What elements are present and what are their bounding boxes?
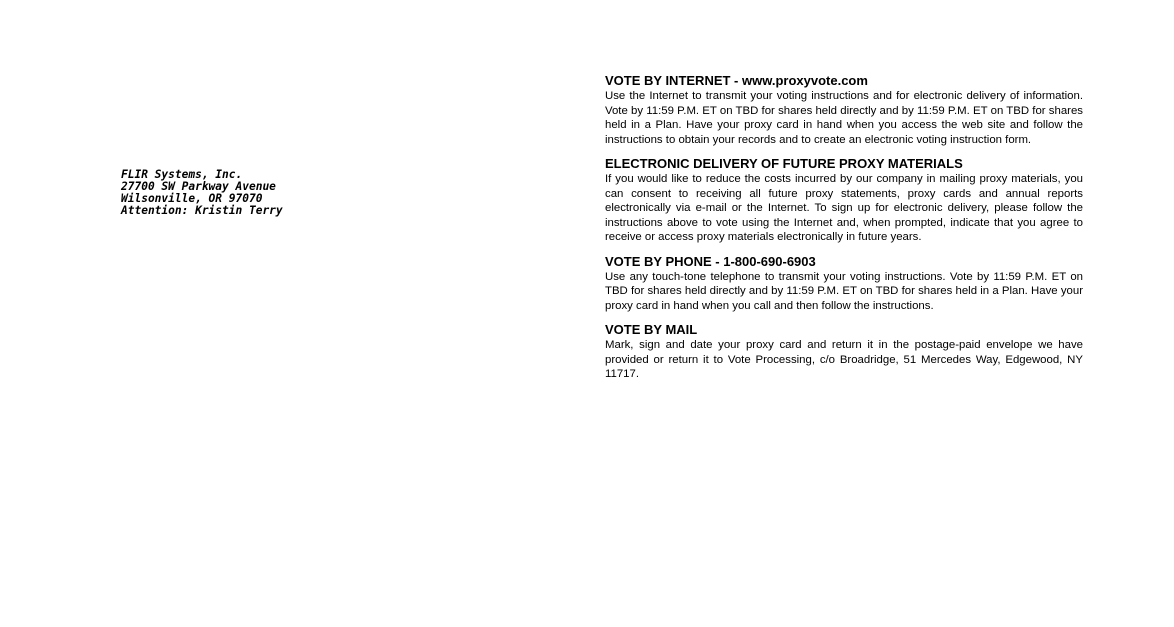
section-vote-by-mail [605, 322, 1083, 382]
section-body-internet: Use the Internet to transmit your voting instructions and for electronic delivery of information. Vote by 11:59 P.M. ET on TBD for shares held directly and by 11:59 P.M. ET on TBD for shares held in a Plan. Have your proxy card in hand when you access the web site and follow the instructions to obtain your records and to create an electronic voting instruction form. [605, 90, 1083, 146]
section-vote-by-internet [605, 73, 1083, 147]
section-title-mail: VOTE BY MAIL [605, 322, 698, 337]
section-body-phone: Use any touch-tone telephone to transmit your voting instructions. Vote by 11:59 P.M. ET on TBD for shares held directly and by 11:59 P.M. ET on TBD for shares held in a Plan. Have your proxy card in hand when you call and then follow the instructions. [605, 270, 1083, 312]
section-vote-by-phone [605, 254, 1083, 314]
address-street: 27700 SW Parkway Avenue [121, 180, 276, 193]
section-body-electronic-delivery: If you would like to reduce the costs incurred by our company in mailing proxy materials, you can consent to receiving all future proxy statements, proxy cards and annual reports electronically via e-mail or the Internet. To sign up for electronic delivery, please follow the instructions above to vote using the Internet and, when prompted, indicate that you agree to receive or access proxy materials electronically in future years. [605, 173, 1083, 243]
address-city-state-zip: Wilsonville, OR 97070 [121, 192, 263, 205]
section-body-mail: Mark, sign and date your proxy card and return it in the postage-paid envelope we have provided or return it to Vote Processing, c/o Broadridge, 51 Mercedes Way, Edgewood, NY 11717. [605, 339, 1083, 380]
voting-instructions [605, 73, 1083, 391]
section-title-internet: VOTE BY INTERNET - www.proxyvote.com [605, 73, 868, 88]
section-title-phone: VOTE BY PHONE - 1-800-690-6903 [605, 253, 816, 269]
section-title-electronic-delivery: ELECTRONIC DELIVERY OF FUTURE PROXY MATERIALS [605, 156, 963, 171]
return-address [121, 169, 283, 217]
address-attention: Attention: Kristin Terry [121, 204, 283, 217]
address-company: FLIR Systems, Inc. [121, 168, 243, 181]
section-electronic-delivery [605, 156, 1083, 245]
